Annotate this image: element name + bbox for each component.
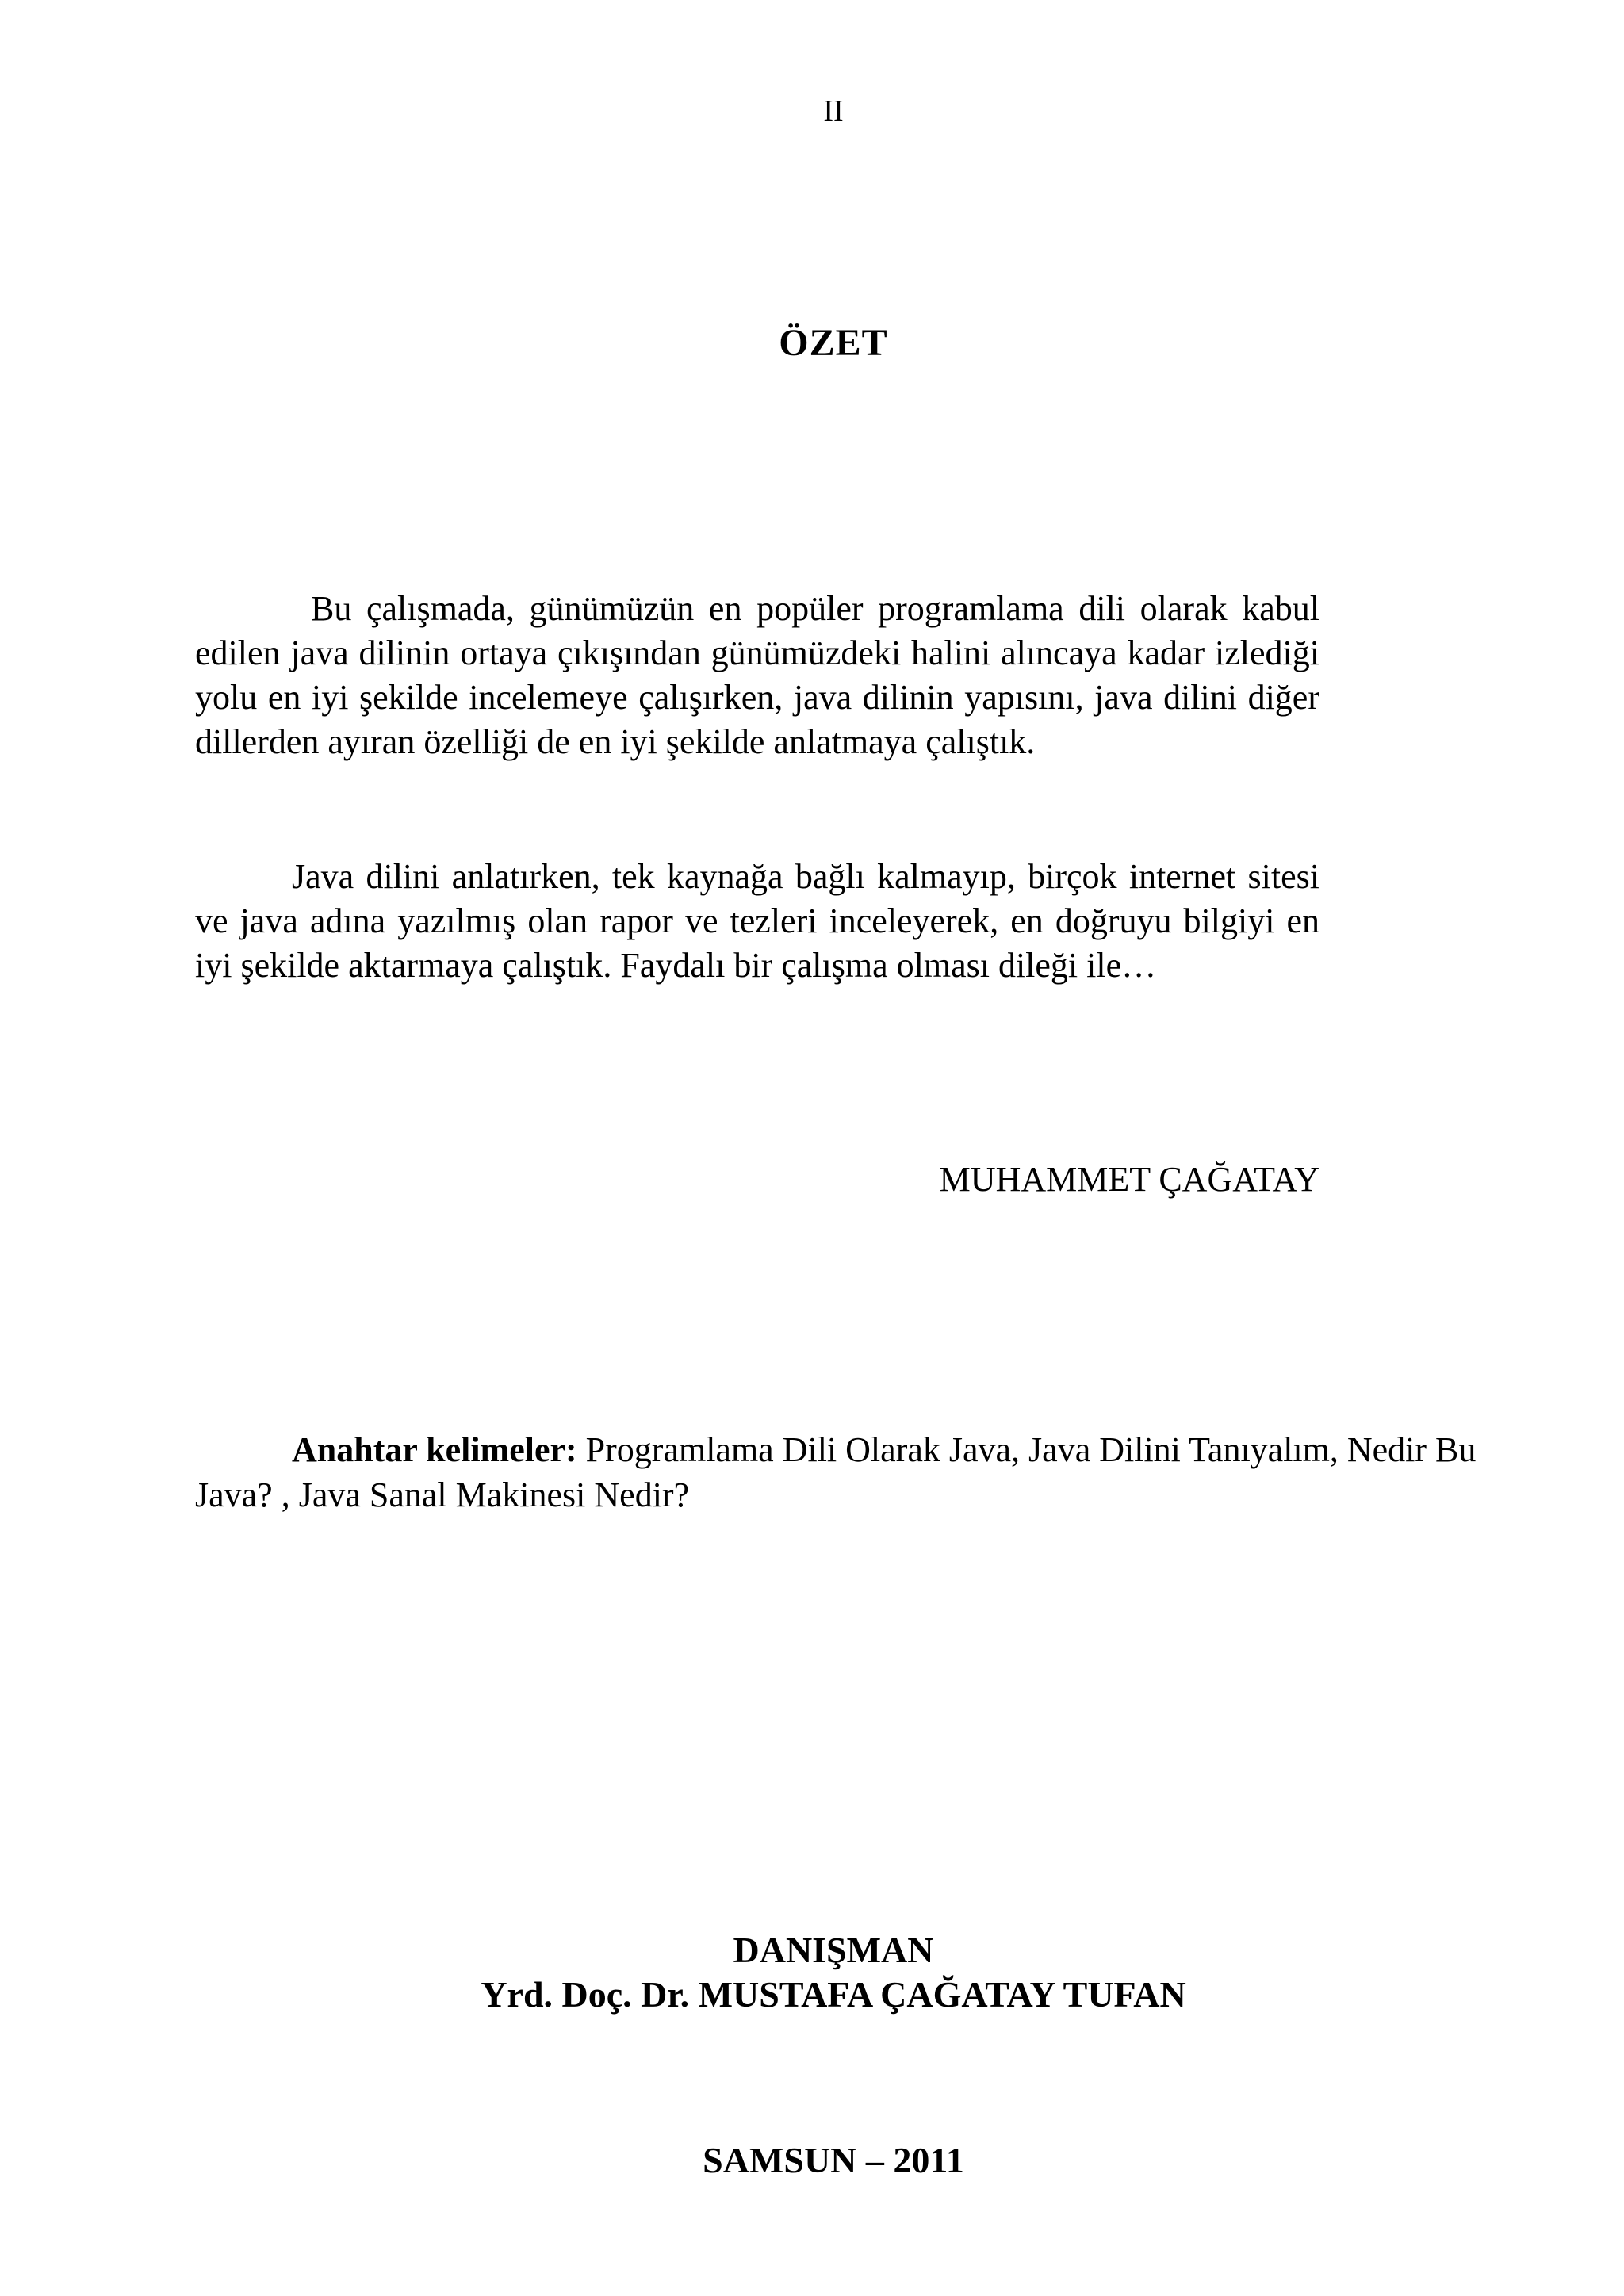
abstract-paragraph-1: Bu çalışmada, günümüzün en popüler programlama dili olarak kabul edilen java dilinin ortaya çıkışından günümüzdeki halini alıncaya kadar izlediği yolu en iyi şekilde incelemeye çalışırken, java dilinin yapısını, java dilini diğer dillerden ayıran özelliği de en iyi şekilde anlatmaya çalıştık. <box>195 589 1320 761</box>
advisor-block <box>0 1928 1624 2017</box>
page-title: ÖZET <box>779 322 888 364</box>
keywords <box>195 1427 1496 1517</box>
advisor-heading: DANIŞMAN <box>733 1930 934 1970</box>
footer-place-year: SAMSUN – 2011 <box>703 2140 964 2180</box>
keywords-text: Programlama Dili Olarak Java, Java Dilini Tanıyalım, Nedir Bu Java? , Java Sanal Makinesi Nedir? <box>195 1430 1477 1514</box>
keywords-label: Anahtar kelimeler: <box>292 1430 577 1469</box>
advisor-name: Yrd. Doç. Dr. MUSTAFA ÇAĞATAY TUFAN <box>481 1974 1186 2015</box>
page-number: II <box>823 94 844 128</box>
author-name: MUHAMMET ÇAĞATAY <box>939 1160 1320 1199</box>
abstract-paragraph-2: Java dilini anlatırken, tek kaynağa bağlı kalmayıp, birçok internet sitesi ve java adına yazılmış olan rapor ve tezleri inceleyerek, en doğruyu bilgiyi en iyi şekilde aktarmaya çalıştık. Faydalı bir çalışma olması dileği ile… <box>195 857 1320 985</box>
